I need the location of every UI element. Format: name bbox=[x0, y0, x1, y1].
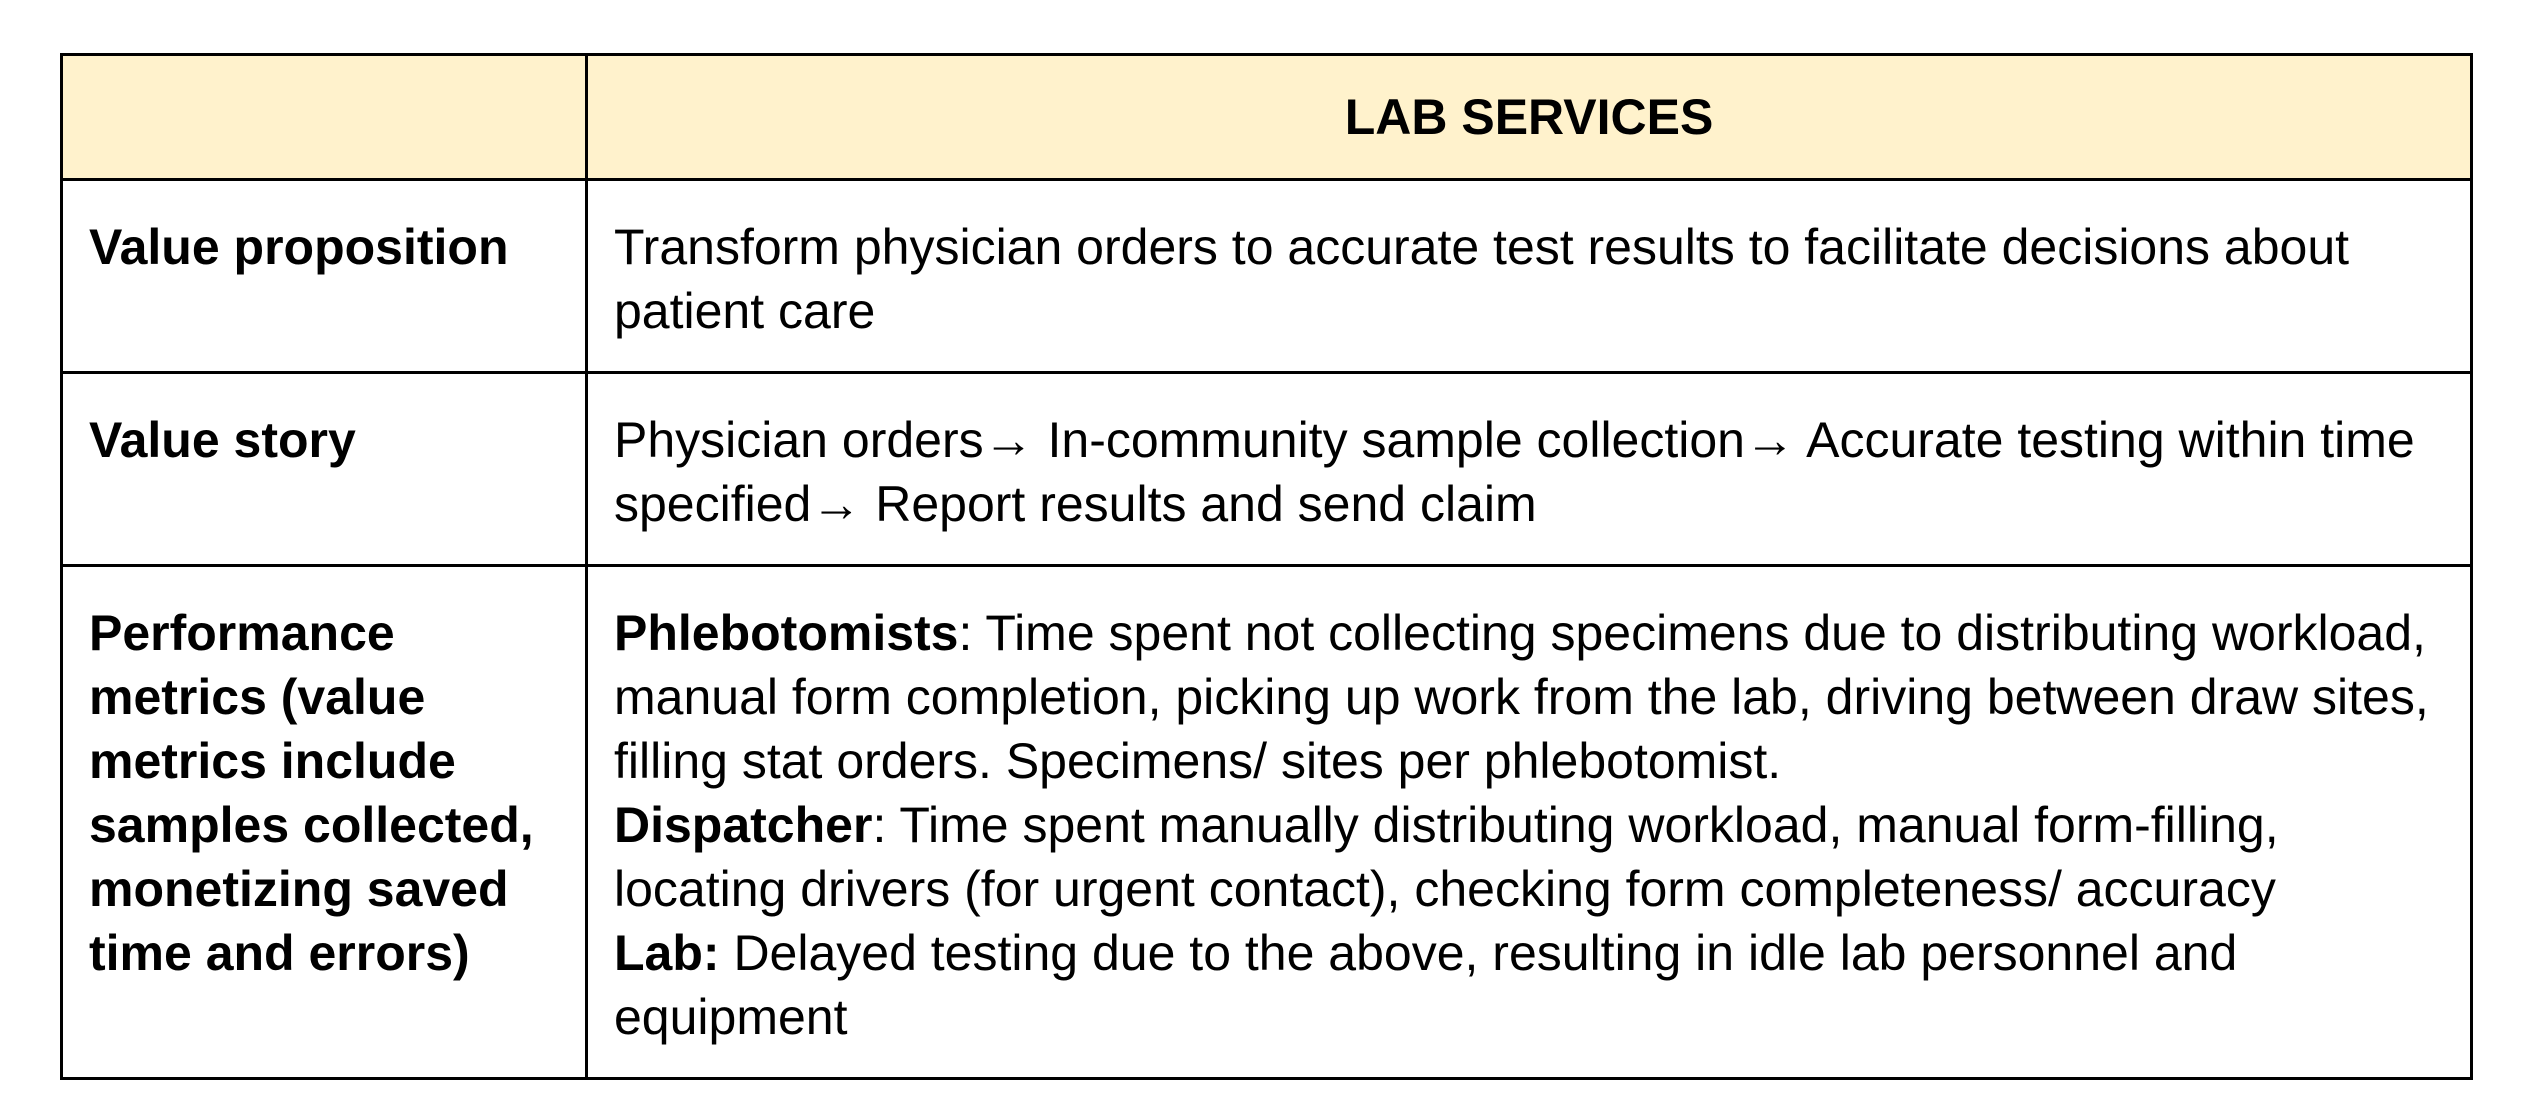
metric-role-lab: Lab: bbox=[614, 925, 720, 981]
lab-services-value-table bbox=[60, 53, 2473, 1080]
table-header-row bbox=[62, 55, 2472, 180]
metric-text-dispatcher: Time spent manually distributing workload, manual form-filling, locating drivers (for urgent contact), checking form completeness/ accuracy bbox=[614, 797, 2279, 917]
metric-text-phlebotomists: Time spent not collecting specimens due to distributing workload, manual form completion, picking up work from the lab, driving between draw sites, filling stat orders. Specimens/ sites per phlebotomist. bbox=[614, 605, 2429, 789]
header-empty-cell bbox=[62, 55, 587, 180]
metric-phlebotomists bbox=[614, 601, 2446, 793]
metric-text-lab: Delayed testing due to the above, resulting in idle lab personnel and equipment bbox=[614, 925, 2238, 1045]
metric-role-phlebotomists: Phlebotomists bbox=[614, 605, 959, 661]
row-content-value-proposition: Transform physician orders to accurate test results to facilitate decisions about patient care bbox=[587, 180, 2472, 373]
metric-sep: : bbox=[872, 797, 887, 853]
row-label-performance-metrics: Performance metrics (value metrics include samples collected, monetizing saved time and errors) bbox=[62, 566, 587, 1079]
table-row bbox=[62, 373, 2472, 566]
table-row bbox=[62, 566, 2472, 1079]
row-content-value-story: Physician orders→ In-community sample collection→ Accurate testing within time specified→ Report results and send claim bbox=[587, 373, 2472, 566]
metric-sep: : bbox=[958, 605, 973, 661]
row-label-value-proposition: Value proposition bbox=[62, 180, 587, 373]
row-content-performance-metrics bbox=[587, 566, 2472, 1079]
table-title: LAB SERVICES bbox=[587, 55, 2472, 180]
metric-lab bbox=[614, 921, 2446, 1049]
metric-role-dispatcher: Dispatcher bbox=[614, 797, 873, 853]
table-row bbox=[62, 180, 2472, 373]
metric-dispatcher bbox=[614, 793, 2446, 921]
row-label-value-story: Value story bbox=[62, 373, 587, 566]
